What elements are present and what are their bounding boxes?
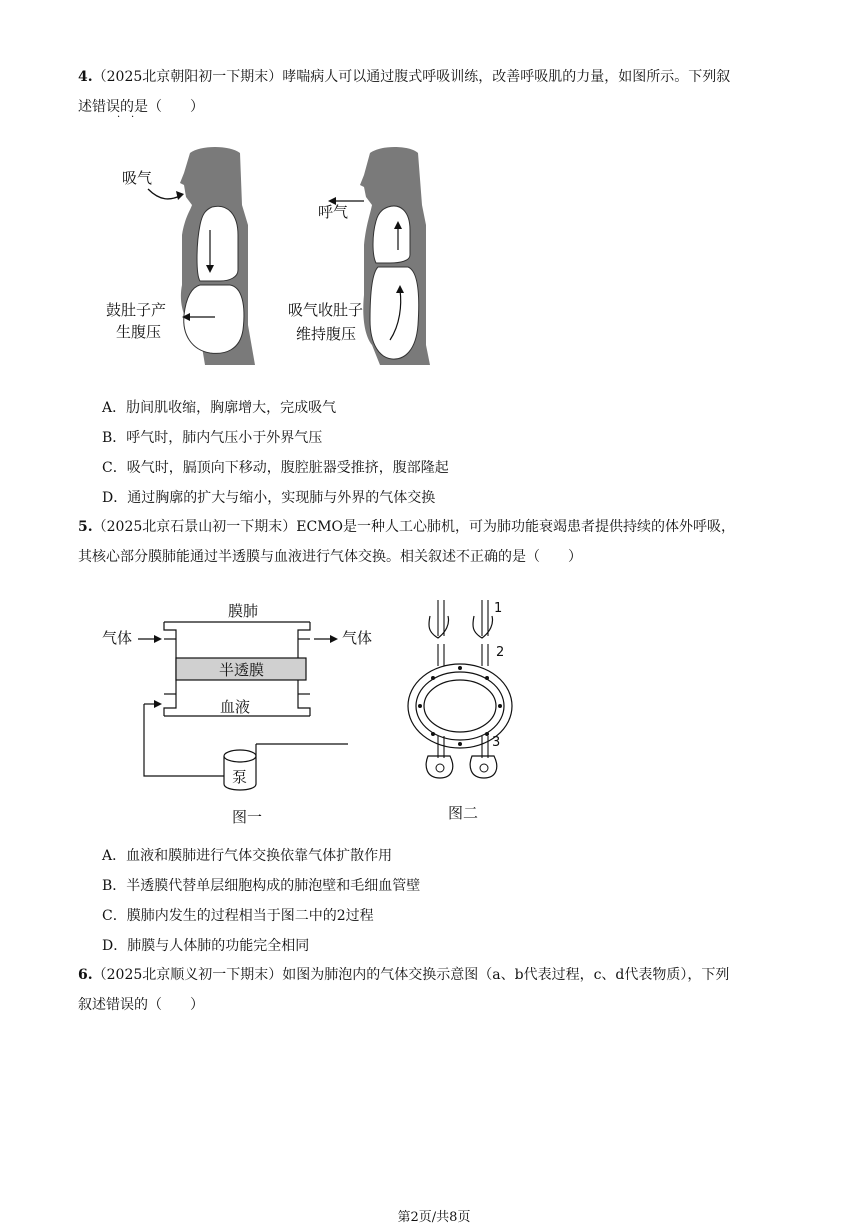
semipermeable-label: 半透膜 bbox=[219, 661, 265, 679]
right-lung bbox=[373, 206, 410, 263]
marker-3: 3 bbox=[492, 735, 501, 750]
question-4-stem-line2: 述错误的是（ ） bbox=[78, 99, 204, 115]
page-footer: 第2页/共8页 bbox=[397, 1210, 471, 1225]
q5-option-a: A．血液和膜肺进行气体交换依靠气体扩散作用 bbox=[102, 848, 393, 864]
q5-option-d: D．肺膜与人体肺的功能完全相同 bbox=[102, 938, 310, 954]
question-6 bbox=[78, 960, 792, 1020]
question-5-stem-line2: 其核心部分膜肺能通过半透膜与血液进行气体交换。相关叙述不正确的是（ ） bbox=[78, 549, 582, 565]
left-caption-line1: 鼓肚子产 bbox=[106, 301, 167, 319]
question-4 bbox=[78, 62, 792, 122]
question-4-stem-line1: 4.（2025北京朝阳初一下期末）哮喘病人可以通过腹式呼吸训练，改善呼吸肌的力量，如图所示。下列叙 bbox=[78, 69, 731, 85]
alveolus-right bbox=[473, 616, 493, 638]
blood-label: 血液 bbox=[220, 698, 251, 716]
question-5 bbox=[78, 512, 792, 572]
right-caption-line1: 吸气收肚子 bbox=[288, 301, 364, 319]
question-6-stem-line2: 叙述错误的（ ） bbox=[78, 997, 204, 1013]
gas-out-label: 气体 bbox=[342, 629, 373, 647]
question-5-stem-line1: 5.（2025北京石景山初一下期末）ECMO是一种人工心肺机，可为肺功能衰竭患者提供持续的体外呼吸， bbox=[78, 519, 736, 535]
marker-1: 1 bbox=[494, 601, 503, 616]
figure-2-caption: 图二 bbox=[448, 804, 479, 822]
left-caption-line2: 生腹压 bbox=[116, 323, 162, 341]
membrane-lung-label: 膜肺 bbox=[228, 602, 259, 620]
pump-label: 泵 bbox=[232, 768, 248, 786]
marker-2: 2 bbox=[496, 645, 505, 660]
membrane-lung-figure bbox=[98, 596, 373, 828]
right-abdomen bbox=[370, 267, 419, 359]
gas-in-label: 气体 bbox=[102, 629, 133, 647]
q4-option-a: A．肋间肌收缩，胸廓增大，完成吸气 bbox=[102, 400, 337, 416]
left-lung bbox=[197, 206, 238, 281]
left-abdomen bbox=[184, 285, 244, 353]
figure-1-caption: 图一 bbox=[232, 808, 263, 826]
abdominal-breathing-figure bbox=[100, 145, 460, 370]
alveolus-left bbox=[429, 616, 449, 638]
q4-option-d: D．通过胸廓的扩大与缩小，实现肺与外界的气体交换 bbox=[102, 490, 436, 506]
question-6-stem-line1: 6.（2025北京顺义初一下期末）如图为肺泡内的气体交换示意图（a、b代表过程，c、d代表物质），下列 bbox=[78, 967, 730, 983]
q4-option-c: C．吸气时，膈顶向下移动，腹腔脏器受推挤，腹部隆起 bbox=[102, 460, 449, 476]
right-caption-line2: 维持腹压 bbox=[296, 325, 357, 343]
inhale-label: 吸气 bbox=[122, 169, 153, 187]
exhale-label: 呼气 bbox=[318, 203, 349, 221]
q5-option-c: C．膜肺内发生的过程相当于图二中的2过程 bbox=[102, 908, 374, 924]
q5-option-b: B．半透膜代替单层细胞构成的肺泡壁和毛细血管壁 bbox=[102, 878, 421, 894]
q4-option-b: B．呼气时，肺内气压小于外界气压 bbox=[102, 430, 323, 446]
circulation-figure bbox=[398, 596, 528, 828]
